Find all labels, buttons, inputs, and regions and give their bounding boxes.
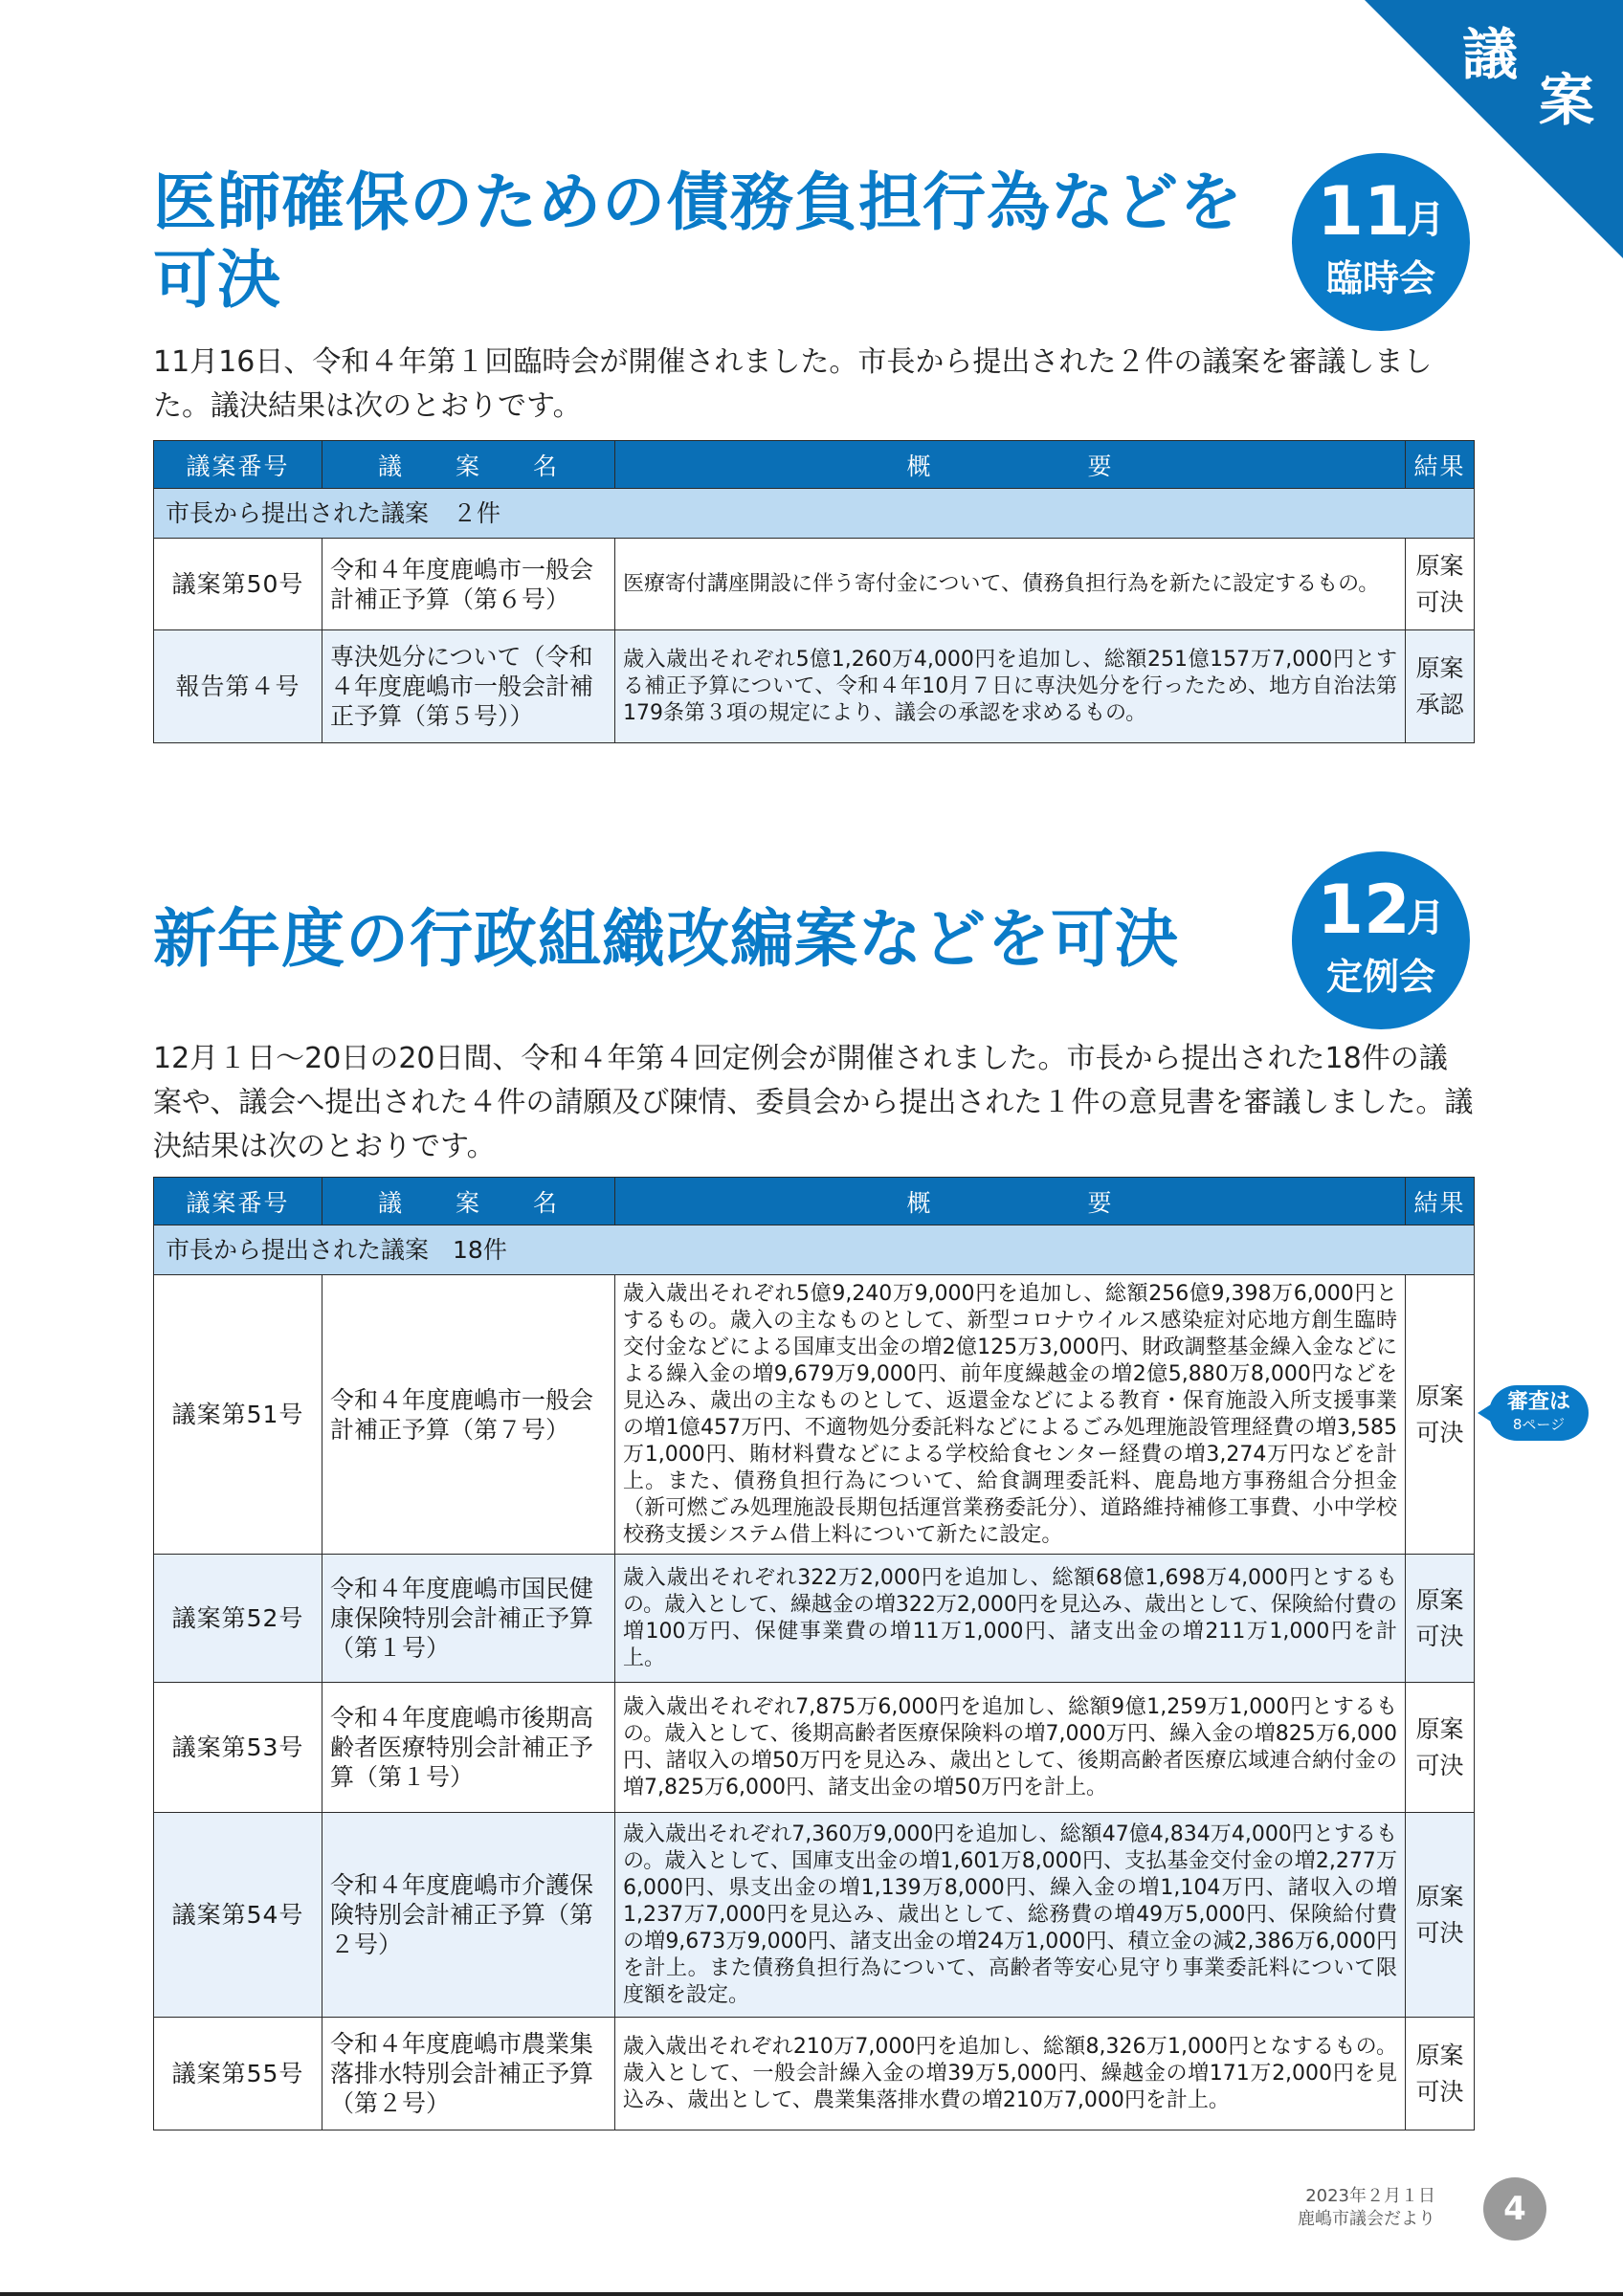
result-line1: 原案 [1415, 1714, 1464, 1743]
header-name: 議 案 名 [322, 441, 615, 489]
row-number: 報告第４号 [154, 630, 322, 743]
row-summary: 歳入歳出それぞれ210万7,000円を追加し、総額8,326万1,000円となするもの。歳入として、一般会計繰入金の増39万5,000円、繰越金の増171万2,000円を見込み、歳出として、農業集落排水費の増210万7,000円を計上。 [615, 2018, 1406, 2130]
section2-badge-kind: 定例会 [1325, 956, 1435, 998]
row-summary: 歳入歳出それぞれ7,360万9,000円を追加し、総額47億4,834万4,000円とするもの。歳入として、国庫支出金の増1,601万8,000円、支払基金交付金の増2,277万6,000円、県支出金の増1,139万8,000円、繰入金の増1,104万円、諸収入の増1,237万7,000円を見込み、歳出として、総務費の増49万5,000円、保険給付費の増9,673万9,000円、諸支出金の増24万1,000円、積立金の減2,386万6,000円を計上。また債務負担行為について、高齢者等安心見守り事業委託料について限度額を設定。 [615, 1813, 1406, 2018]
section1-title-line2: 可決 [153, 242, 281, 317]
row-result [1406, 1813, 1475, 2018]
section1-badge [1292, 153, 1470, 331]
result-line1: 原案 [1415, 551, 1464, 580]
section2-title: 新年度の行政組織改編案などを可決 [153, 902, 1179, 976]
row-result [1406, 2018, 1475, 2130]
row-name: 専決処分について（令和４年度鹿嶋市一般会計補正予算（第５号）） [322, 630, 615, 743]
section2-badge-unit: 月 [1407, 896, 1445, 940]
row-name: 令和４年度鹿嶋市農業集落排水特別会計補正予算（第２号） [322, 2018, 615, 2130]
result-line2: 可決 [1415, 2077, 1464, 2106]
section1-intro: 11月16日、令和４年第１回臨時会が開催されました。市長から提出された２件の議案を審議しました。議決結果は次のとおりです。 [153, 345, 1433, 423]
section1-title-line1: 医師確保のための債務負担行為などを [153, 166, 1243, 239]
result-line1: 原案 [1415, 1585, 1464, 1614]
section1-badge-kind: 臨時会 [1325, 257, 1435, 299]
row-summary: 歳入歳出それぞれ7,875万6,000円を追加し、総額9億1,259万1,000円とするもの。歳入として、後期高齢者医療保険料の増7,000万円、繰入金の増825万6,000円、諸収入の増50万円を見込み、歳出として、後期高齢者医療広域連合納付金の増7,825万6,000円、諸支出金の増50万円を計上。 [615, 1683, 1406, 1813]
result-line1: 原案 [1415, 653, 1464, 682]
row-number: 議案第54号 [154, 1813, 322, 2018]
table-group-row [154, 1225, 1475, 1275]
table-row [154, 1275, 1475, 1555]
row-result [1406, 1683, 1475, 1813]
footer-date: 2023年２月１日 [1305, 2186, 1435, 2206]
table-row [154, 1555, 1475, 1683]
table-row [154, 2018, 1475, 2130]
table-row [154, 539, 1475, 630]
bottom-rule [0, 2292, 1623, 2296]
result-line2: 可決 [1415, 587, 1464, 616]
row-number: 議案第53号 [154, 1683, 322, 1813]
result-line2: 可決 [1415, 1751, 1464, 1779]
row-summary: 歳入歳出それぞれ322万2,000円を追加し、総額68億1,698万4,000円とするもの。歳入として、繰越金の増322万2,000円を見込み、歳出として、保険給付費の増100万円、保健事業費の増11万1,000円、諸支出金の増211万1,000円を計上。 [615, 1555, 1406, 1683]
section2-badge [1292, 851, 1470, 1029]
row-name: 令和４年度鹿嶋市後期高齢者医療特別会計補正予算（第１号） [322, 1683, 615, 1813]
result-line1: 原案 [1415, 2041, 1464, 2069]
row-name: 令和４年度鹿嶋市介護保険特別会計補正予算（第２号） [322, 1813, 615, 2018]
row-result [1406, 539, 1475, 630]
page-number: 4 [1483, 2177, 1546, 2241]
table-group-row [154, 489, 1475, 539]
corner-tab-char2: 案 [1538, 68, 1594, 133]
table-row [154, 630, 1475, 743]
row-summary: 歳入歳出それぞれ5億9,240万9,000円を追加し、総額256億9,398万6,000円とするもの。歳入の主なものとして、新型コロナウイルス感染症対応地方創生臨時交付金などによる国庫支出金の増2億125万3,000円、財政調整基金繰入金などによる繰入金の増9,679万9,000円、前年度繰越金の増2億5,880万8,000円などを見込み、歳出の主なものとして、返還金などによる教育・保育施設入所支援事業の増1億457万円、不適物処分委託料などによるごみ処理施設管理経費の増3,585万1,000円、賄材料費などによる学校給食センター経費の増3,274万円などを計上。また、債務負担行為について、給食調理委託料、鹿島地方事務組合分担金（新可燃ごみ処理施設長期包括運営業務委託分）、道路維持補修工事費、小中学校校務支援システム借上料について新たに設定。 [615, 1275, 1406, 1555]
row-result [1406, 1555, 1475, 1683]
result-line2: 承認 [1415, 690, 1464, 718]
review-page-note [1489, 1385, 1589, 1441]
result-line2: 可決 [1415, 1418, 1464, 1446]
row-name: 令和４年度鹿嶋市一般会計補正予算（第７号） [322, 1275, 615, 1555]
row-summary: 歳入歳出それぞれ5億1,260万4,000円を追加し、総額251億157万7,000円とする補正予算について、令和４年10月７日に専決処分を行ったため、地方自治法第179条第３項の規定により、議会の承認を求めるもの。 [615, 630, 1406, 743]
row-name: 令和４年度鹿嶋市国民健康保険特別会計補正予算（第１号） [322, 1555, 615, 1683]
group-label: 市長から提出された議案 18件 [154, 1225, 1475, 1275]
table-row [154, 1813, 1475, 2018]
header-summary: 概 要 [615, 1178, 1406, 1225]
result-line2: 可決 [1415, 1918, 1464, 1947]
section1-title [153, 165, 1243, 319]
section1-badge-number: 11 [1317, 172, 1411, 251]
header-result: 結果 [1406, 1178, 1475, 1225]
footer-publication: 鹿嶋市議会だより [1298, 2209, 1435, 2229]
section2-intro: 12月１日～20日の20日間、令和４年第４回定例会が開催されました。市長から提出された18件の議案や、議会へ提出された４件の請願及び陳情、委員会から提出された１件の意見書を審議しました。議決結果は次のとおりです。 [153, 1042, 1474, 1163]
table-header-row [154, 441, 1475, 489]
row-result [1406, 1275, 1475, 1555]
result-line1: 原案 [1415, 1882, 1464, 1910]
result-line1: 原案 [1415, 1381, 1464, 1410]
row-number: 議案第52号 [154, 1555, 322, 1683]
row-number: 議案第51号 [154, 1275, 322, 1555]
review-note-line1: 審査は [1506, 1390, 1570, 1414]
group-label: 市長から提出された議案 ２件 [154, 489, 1475, 539]
row-number: 議案第50号 [154, 539, 322, 630]
table-header-row [154, 1178, 1475, 1225]
row-summary: 医療寄付講座開設に伴う寄付金について、債務負担行為を新たに設定するもの。 [615, 539, 1406, 630]
row-number: 議案第55号 [154, 2018, 322, 2130]
result-line2: 可決 [1415, 1622, 1464, 1650]
header-number: 議案番号 [154, 1178, 322, 1225]
header-result: 結果 [1406, 441, 1475, 489]
section2-table [153, 1177, 1475, 2130]
header-number: 議案番号 [154, 441, 322, 489]
section1-badge-unit: 月 [1407, 198, 1445, 242]
header-summary: 概 要 [615, 441, 1406, 489]
corner-tab-char1: 議 [1461, 22, 1518, 87]
table-row [154, 1683, 1475, 1813]
row-result [1406, 630, 1475, 743]
section1-table [153, 440, 1475, 743]
review-note-line2: 8ページ [1512, 1416, 1566, 1433]
header-name: 議 案 名 [322, 1178, 615, 1225]
section2-badge-number: 12 [1317, 871, 1411, 949]
row-name: 令和４年度鹿嶋市一般会計補正予算（第６号） [322, 539, 615, 630]
